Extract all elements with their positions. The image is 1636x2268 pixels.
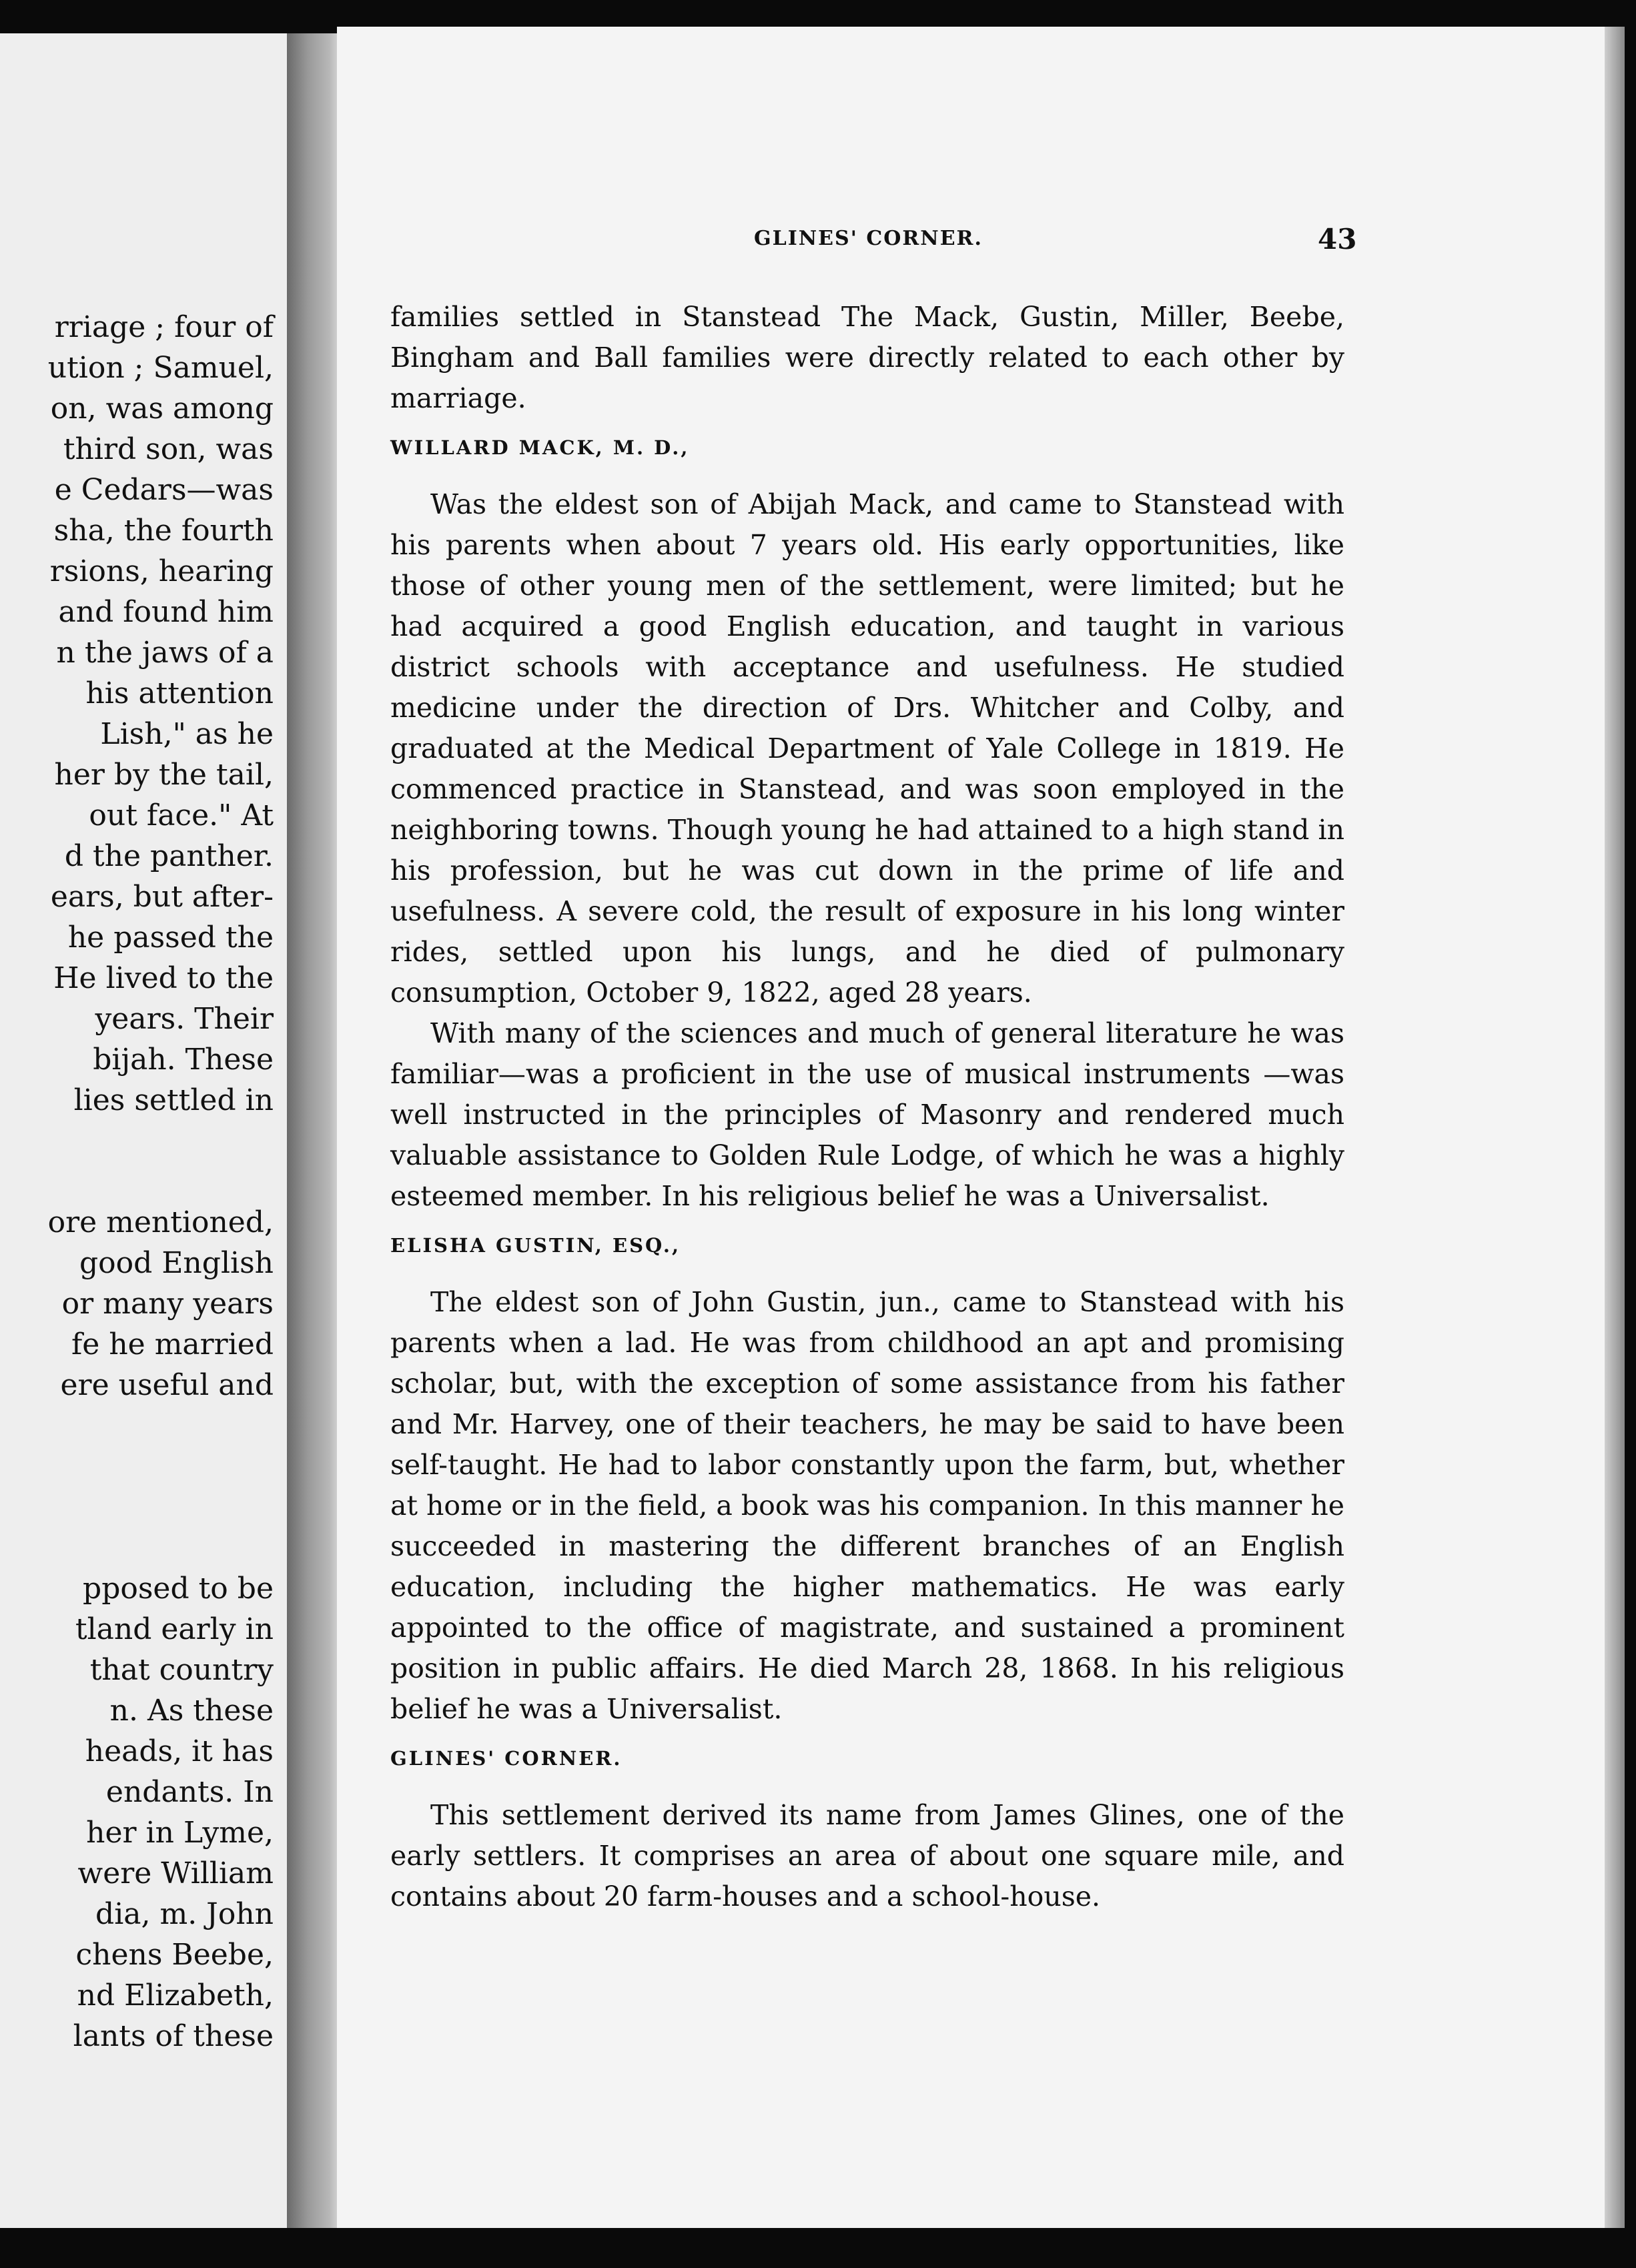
heading-elisha-gustin: ELISHA GUSTIN, ESQ., xyxy=(390,1234,681,1257)
left-page-line: e Cedars—was xyxy=(54,473,274,507)
left-page-line: He lived to the xyxy=(53,961,274,995)
left-page-line: her in Lyme, xyxy=(86,1816,274,1850)
left-page-line: d the panther. xyxy=(64,839,274,873)
left-page-line: her by the tail, xyxy=(54,758,274,792)
left-page-line: lants of these xyxy=(73,2019,274,2053)
paragraph-willard-mack-1: Was the eldest son of Abijah Mack, and came to Stanstead with his parents when about 7 years old. His early opportunities, like those of other young men of the settlement, were limited; but he had acquired a good English education, and taught in various district schools with acceptance and usefulness. He studied medicine under the direction of Drs. Whitcher and Colby, and graduated at the Medical Department of Yale College in 1819. He commenced practice in Stanstead, and was soon employed in the neighboring towns. Though young he had attained to a high stand in his profession, but he was cut down in the prime of life and usefulness. A severe cold, the result of exposure in his long winter rides, settled upon his lungs, and he died of pulmonary consumption, October 9, 1822, aged 28 years. xyxy=(390,488,1344,1009)
right-page xyxy=(337,27,1625,2228)
paragraph-willard-mack-2: With many of the sciences and much of general literature he was familiar—was a proficient in the use of musical instruments —was well instructed in the principles of Masonry and rendered much valuable assistance to Golden Rule Lodge, of which he was a highly esteemed member. In his religious belief he was a Universalist. xyxy=(390,1017,1344,1212)
left-page-line: sha, the fourth xyxy=(53,514,274,548)
body-text xyxy=(390,297,1344,1917)
left-page-line: pposed to be xyxy=(83,1572,274,1606)
left-page-blank xyxy=(0,1405,274,1487)
left-page-line: fe he married xyxy=(71,1327,274,1361)
heading-willard-mack: WILLARD MACK, M. D., xyxy=(390,436,690,459)
left-page-line: years. Their xyxy=(95,1002,274,1036)
left-page-line: nd Elizabeth, xyxy=(77,1978,274,2013)
left-page-line: he passed the xyxy=(67,921,274,955)
left-page-blank xyxy=(0,1487,274,1568)
left-page-line: lies settled in xyxy=(73,1083,274,1117)
left-page-line: bijah. These xyxy=(93,1043,274,1077)
left-page-line: rriage ; four of xyxy=(54,310,274,344)
heading-glines-corner: GLINES' CORNER. xyxy=(390,1747,623,1770)
left-page-line: endants. In xyxy=(105,1775,274,1809)
left-page-line: rsions, hearing xyxy=(49,554,274,588)
left-page-line: ears, but after- xyxy=(50,880,274,914)
left-page-blank xyxy=(0,1121,274,1202)
intro-paragraph: families settled in Stanstead The Mack, Gustin, Miller, Beebe, Bingham and Ball families were directly related to each other by marriage. xyxy=(390,301,1344,414)
left-page-line: third son, was xyxy=(63,432,274,466)
left-page-line: chens Beebe, xyxy=(75,1938,274,1972)
left-page-line: heads, it has xyxy=(85,1734,274,1768)
left-page-line: tland early in xyxy=(75,1612,274,1646)
book-gutter xyxy=(287,33,340,2228)
left-page-line: n the jaws of a xyxy=(56,636,274,670)
left-page-line: his attention xyxy=(85,676,274,710)
left-page-line: dia, m. John xyxy=(95,1897,274,1931)
left-page-line: ution ; Samuel, xyxy=(47,351,274,385)
running-head xyxy=(337,223,1358,267)
left-page-line: good English xyxy=(79,1246,274,1280)
paragraph-elisha-gustin: The eldest son of John Gustin, jun., came to Stanstead with his parents when a lad. He was from childhood an apt and promising scholar, but, with the exception of some assistance from his father and Mr. Harvey, one of their teachers, he may be said to have been self-taught. He had to labor constantly upon the farm, but, whether at home or in the field, a book was his companion. In this manner he succeeded in mastering the different branches of an English education, including the higher mathematics. He was early appointed to the office of magistrate, and sustained a prominent position in public affairs. He died March 28, 1868. In his religious belief he was a Universalist. xyxy=(390,1286,1344,1725)
page-number: 43 xyxy=(1318,223,1357,255)
left-page-line: ere useful and xyxy=(60,1368,274,1402)
left-page-text-column xyxy=(0,307,274,2057)
running-title: GLINES' CORNER. xyxy=(754,227,983,250)
page-edge-shadow xyxy=(1605,27,1625,2228)
left-page-line: were William xyxy=(77,1856,274,1890)
left-page-line: Lish," as he xyxy=(100,717,274,751)
left-page-line: n. As these xyxy=(109,1694,274,1728)
left-page-line: that country xyxy=(89,1653,274,1687)
paragraph-glines-corner: This settlement derived its name from James Glines, one of the early settlers. It comprises an area of about one square mile, and contains about 20 farm-houses and a school-house. xyxy=(390,1799,1344,1912)
left-page-line: ore mentioned, xyxy=(47,1205,274,1239)
left-page-line: on, was among xyxy=(50,392,274,426)
left-page-line: or many years xyxy=(61,1287,274,1321)
left-page xyxy=(0,33,287,2228)
left-page-line: out face." At xyxy=(89,798,274,832)
left-page-line: and found him xyxy=(58,595,274,629)
